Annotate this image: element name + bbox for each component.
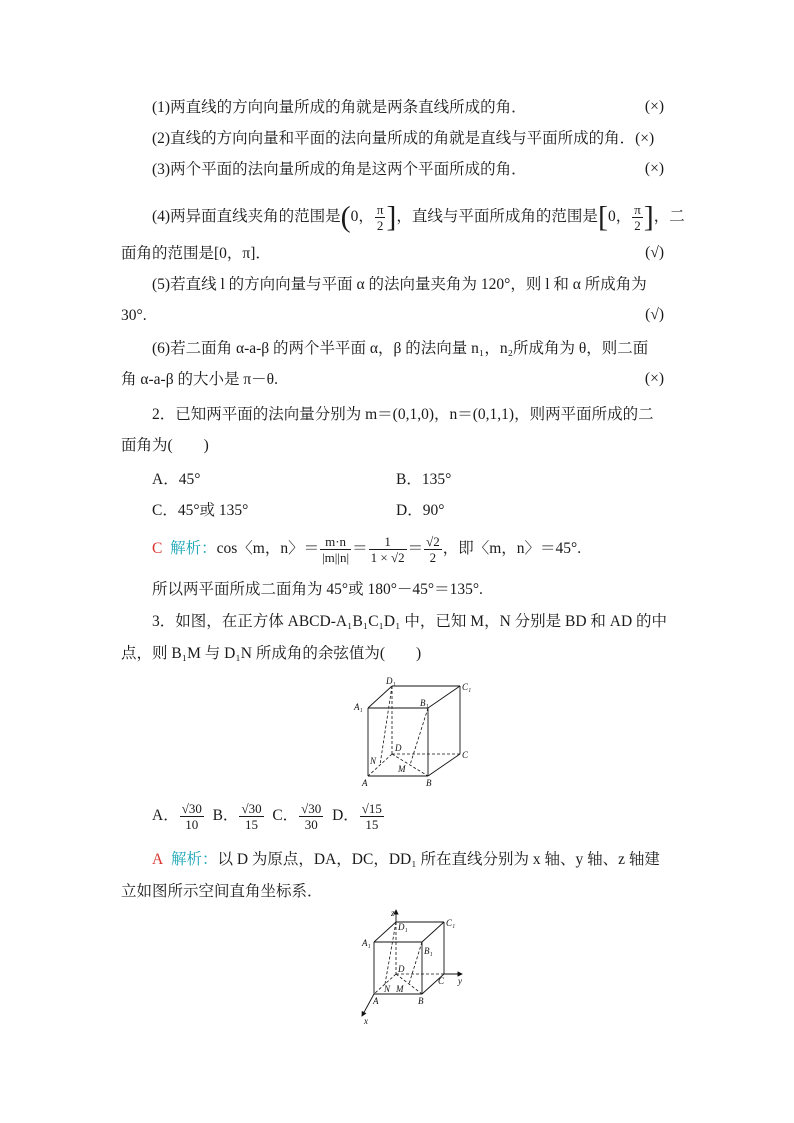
frac-den: 2 [376, 218, 384, 233]
cube-axes-figure [352, 908, 476, 1026]
q3-option-a-value [180, 801, 204, 832]
label2-y: y [458, 976, 462, 986]
judgement-1-mark: (×) [644, 98, 664, 115]
label-d1: D₁ [386, 676, 396, 686]
q3-option-c-label: C． [272, 807, 299, 824]
q3-options [152, 794, 385, 838]
q2-answer: C [152, 540, 163, 558]
segment2-b1-m [409, 942, 422, 984]
q3-option-b-label: B． [212, 807, 239, 824]
q2-fraction-1 [320, 534, 351, 565]
q2-tail: ，即〈m，n〉＝45°. [442, 540, 582, 558]
judgement-3-mark: (×) [644, 160, 664, 177]
q2-solution-line2: 所以两平面所成二面角为 45°或 180°－45°＝135°. [152, 581, 483, 598]
q3-option-c-value [299, 801, 323, 832]
label2-x: x [364, 1016, 368, 1026]
close-bracket: ] [386, 200, 397, 234]
judgement-5-mark: (√) [645, 306, 664, 323]
label2-z: z [391, 908, 395, 918]
q2-eq-2: ＝ [407, 540, 424, 558]
segment2-d1-n [385, 922, 396, 984]
q2-option-c: C．45°或 135° [152, 502, 249, 519]
close-bracket-2: ] [643, 200, 654, 234]
q2-option-a: A．45° [152, 471, 201, 488]
label-n: N [370, 756, 377, 766]
q3-c-den: 30 [304, 816, 318, 832]
judgement-4-line2: 面角的范围是[0，π]． [121, 245, 271, 262]
label-a: A [362, 778, 368, 788]
label-b1: B₁ [420, 698, 429, 708]
label2-c1: C₁ [446, 918, 456, 928]
label2-m: M [396, 984, 404, 994]
frac-num: π [376, 202, 384, 217]
q3-stem-line2: 点，则 B₁M 与 D₁N 所成角的余弦值为( ) [121, 645, 422, 662]
judgement-3 [152, 160, 527, 180]
label2-d: D [398, 964, 405, 974]
q3-b-den: 15 [245, 816, 258, 832]
judgement-6-line2: 角 α-a-β 的大小是 π－θ. [121, 371, 278, 388]
q3-a-num: √30 [181, 800, 202, 816]
q3-b-num: √30 [241, 800, 262, 816]
q3-solution-text: 以 D 为原点，DA，DC，DD₁ 所在直线分别为 x 轴、y 轴、z 轴建 [217, 851, 660, 868]
label-m: M [398, 764, 406, 774]
frac-den-2: 2 [634, 218, 641, 233]
q2-f2-den: 1 × √2 [370, 550, 405, 565]
interval-zero: 0， [350, 208, 374, 226]
edge-b-c [428, 754, 460, 776]
q2-solution [152, 534, 581, 565]
label-c1: C₁ [462, 682, 472, 692]
label-c: C [462, 750, 469, 760]
interval-zero-2: 0， [607, 208, 632, 226]
label2-n: N [384, 984, 391, 994]
q2-fraction-2 [369, 534, 407, 565]
label2-d1: D₁ [398, 922, 408, 932]
judgement-2-text: (2)直线的方向向量和平面的法向量所成的角就是直线与平面所成的角． [152, 130, 636, 147]
q2-stem-line1: 2．已知两平面的法向量分别为 m＝(0,1,0)，n＝(0,1,1)，则两平面所成的二 [152, 406, 654, 423]
open-bracket: [ [597, 200, 608, 234]
q3-solution-line2: 立如图所示空间直角坐标系． [121, 883, 323, 900]
q3-d-den: 15 [365, 816, 379, 832]
edge-a1-d1 [368, 686, 392, 708]
label2-a: A [373, 996, 379, 1006]
q3-stem-line1: 3．如图，在正方体 ABCD-A₁B₁C₁D₁ 中，已知 M，N 分别是 BD 和 AD 的中 [152, 613, 668, 630]
q3-option-a-label: A． [152, 807, 179, 824]
label-d: D [395, 743, 402, 753]
judgement-4-text-c: ，二 [653, 208, 685, 226]
judgement-6: (6)若二面角 α-a-β 的两个半平面 α，β 的法向量 n₁，n₂所成角为 θ，则二面 [152, 340, 649, 357]
judgement-2-mark: (×) [635, 130, 655, 147]
q2-cos: cos〈m，n〉＝ [216, 540, 320, 558]
judgement-2 [152, 129, 654, 149]
q2-eq-1: ＝ [352, 540, 368, 558]
open-paren: ( [340, 200, 351, 234]
label2-b1: B₁ [424, 946, 433, 956]
q3-option-d-label: D． [332, 807, 359, 824]
q2-f3-den: 2 [429, 550, 437, 565]
q3-a-den: 10 [185, 816, 199, 832]
q2-f1-den: |m||n| [322, 550, 350, 565]
q2-option-d: D．90° [396, 502, 445, 519]
q2-solution-label: 解析： [170, 540, 217, 558]
q2-option-b: B．135° [396, 471, 452, 488]
q2-fraction-3 [424, 534, 442, 565]
segment-b1-m [410, 708, 428, 765]
judgement-3-text: (3)两个平面的法向量所成的角是这两个平面所成的角． [152, 161, 527, 178]
judgement-1 [152, 98, 527, 118]
judgement-4-text-a: (4)两异面直线夹角的范围是 [152, 208, 341, 226]
q3-option-b-value [239, 801, 263, 832]
judgement-4-text-b: ，直线与平面所成角的范围是 [396, 208, 598, 226]
judgement-4-mark: (√) [645, 244, 664, 261]
judgement-6-mark: (×) [644, 370, 664, 387]
cube-figure [348, 676, 478, 790]
q3-answer: A [152, 851, 164, 868]
judgement-1-text: (1)两直线的方向向量所成的角就是两条直线所成的角． [152, 99, 527, 116]
edge2-b1-c1 [422, 922, 444, 942]
judgement-5-line2: 30°. [121, 307, 147, 324]
q2-stem-line2: 面角为( ) [121, 437, 209, 454]
q3-c-num: √30 [301, 800, 322, 816]
judgement-5: (5)若直线 l 的方向向量与平面 α 的法向量夹角为 120°，则 l 和 α 所成角为 [152, 276, 647, 293]
segment-d1-n [380, 686, 392, 765]
judgement-4 [152, 202, 685, 233]
label-a1: A₁ [354, 702, 363, 712]
pi-over-2-fraction [375, 202, 386, 233]
label2-a1: A₁ [362, 938, 371, 948]
edge-b1-c1 [428, 686, 460, 708]
label2-c: C [438, 976, 445, 986]
frac-num-2: π [634, 202, 641, 217]
q3-d-num: √15 [361, 800, 382, 816]
label-b: B [426, 778, 432, 788]
q3-option-d-value [360, 801, 384, 832]
q2-f2-num: 1 [369, 534, 407, 550]
label2-b: B [418, 996, 424, 1006]
q2-f3-num: √2 [426, 534, 440, 549]
q3-solution-label: 解析： [170, 851, 218, 868]
pi-over-2-fraction-2 [632, 202, 643, 233]
q3-solution-line1 [152, 850, 660, 870]
q2-f1-num: m·n [320, 534, 351, 550]
